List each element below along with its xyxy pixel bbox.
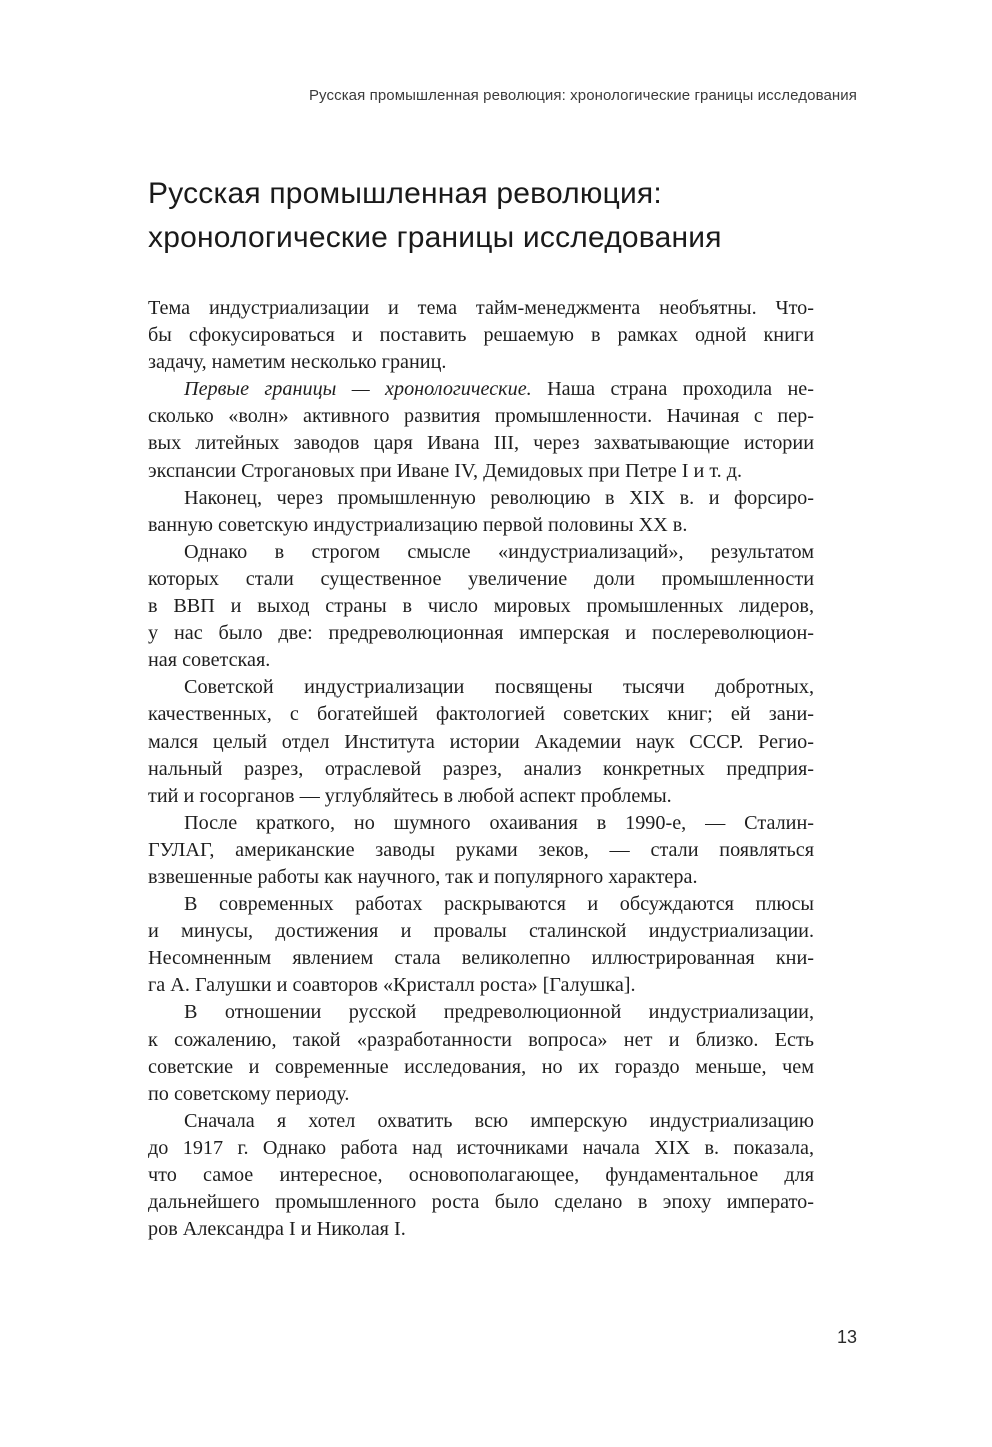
text-line: Несомненным явлением стала великолепно иллюстрированная кни- <box>148 947 814 970</box>
text-line: качественных, с богатейшей фактологией советских книг; ей зани- <box>148 703 814 726</box>
paragraph <box>148 674 814 809</box>
running-header: Русская промышленная революция: хронологические границы исследования <box>308 87 857 104</box>
text-line: ная советская. <box>148 649 271 672</box>
paragraph <box>148 999 814 1107</box>
text-line: задачу, наметим несколько границ. <box>148 351 447 374</box>
text-line: и минусы, достижения и провалы сталинской индустриализации. <box>148 920 814 943</box>
text-line: ванную советскую индустриализацию первой половины XX в. <box>148 513 688 536</box>
text-line: экспансии Строгановых при Иване IV, Демидовых при Петре I и т. д. <box>148 459 743 482</box>
text-line: В современных работах раскрываются и обсуждаются плюсы <box>184 893 814 916</box>
paragraph <box>148 376 814 484</box>
text-line: вых литейных заводов царя Ивана III, через захватывающие истории <box>148 432 814 455</box>
paragraph <box>148 485 814 539</box>
text-line: мался целый отдел Института истории Академии наук СССР. Регио- <box>148 730 814 753</box>
text-line: нальный разрез, отраслевой разрез, анализ конкретных предприя- <box>148 757 814 780</box>
text-line: бы сфокусироваться и поставить решаемую в рамках одной книги <box>148 324 814 347</box>
text-line: у нас было две: предреволюционная имперская и послереволюцион- <box>148 622 814 645</box>
text-run: Наша страна проходила не- <box>531 378 814 401</box>
text-line: Советской индустриализации посвящены тысячи добротных, <box>184 676 814 699</box>
chapter-title-line-1: Русская промышленная революция: <box>148 177 662 210</box>
text-line: га А. Галушки и соавторов «Кристалл роста» [Галушка]. <box>148 974 636 997</box>
text-line: Сначала я хотел охватить всю имперскую индустриализацию <box>184 1109 814 1132</box>
text-line: ров Александра I и Николая I. <box>148 1218 406 1241</box>
paragraph <box>148 1108 814 1243</box>
text-line: После краткого, но шумного охаивания в 1990-е, — Сталин- <box>184 811 814 834</box>
text-line: Однако в строгом смысле «индустриализаций», результатом <box>184 540 814 563</box>
text-line: в ВВП и выход страны в число мировых промышленных лидеров, <box>148 595 814 618</box>
chapter-title <box>148 172 857 260</box>
chapter-title-line-2: хронологические границы исследования <box>148 221 722 254</box>
text-line: тий и госорганов — углубляйтесь в любой аспект проблемы. <box>148 784 672 807</box>
text-line: до 1917 г. Однако работа над источниками начала XIX в. показала, <box>148 1136 814 1159</box>
text-line: которых стали существенное увеличение доли промышленности <box>148 567 814 590</box>
paragraph <box>148 295 814 376</box>
text-line: по советскому периоду. <box>148 1082 350 1105</box>
paragraph <box>148 810 814 891</box>
text-line: к сожалению, такой «разработанности вопроса» нет и близко. Есть <box>148 1028 814 1051</box>
text-line: что самое интересное, основополагающее, фундаментальное для <box>148 1164 814 1186</box>
text-line: взвешенные работы как научного, так и популярного характера. <box>148 865 698 888</box>
text-line: Наконец, через промышленную революцию в XIX в. и форсиро- <box>184 486 814 509</box>
text-line <box>148 376 814 403</box>
text-line: Тема индустриализации и тема тайм-менеджмента необъятны. Что- <box>148 297 814 319</box>
italic-lead: Первые границы — хронологические. <box>184 378 532 401</box>
text-line: сколько «волн» активного развития промышленности. Начиная с пер- <box>148 405 814 428</box>
text-line: ГУЛАГ, американские заводы руками зеков, — стали появляться <box>148 838 814 861</box>
paragraph <box>148 891 814 999</box>
paragraph <box>148 539 814 674</box>
page-number: 13 <box>836 1327 857 1347</box>
text-line: советские и современные исследования, но их гораздо меньше, чем <box>148 1055 814 1078</box>
text-line: дальнейшего промышленного роста было сделано в эпоху императо- <box>148 1191 814 1214</box>
body-text <box>148 295 814 1243</box>
text-line: В отношении русской предреволюционной индустриализации, <box>184 1001 814 1024</box>
